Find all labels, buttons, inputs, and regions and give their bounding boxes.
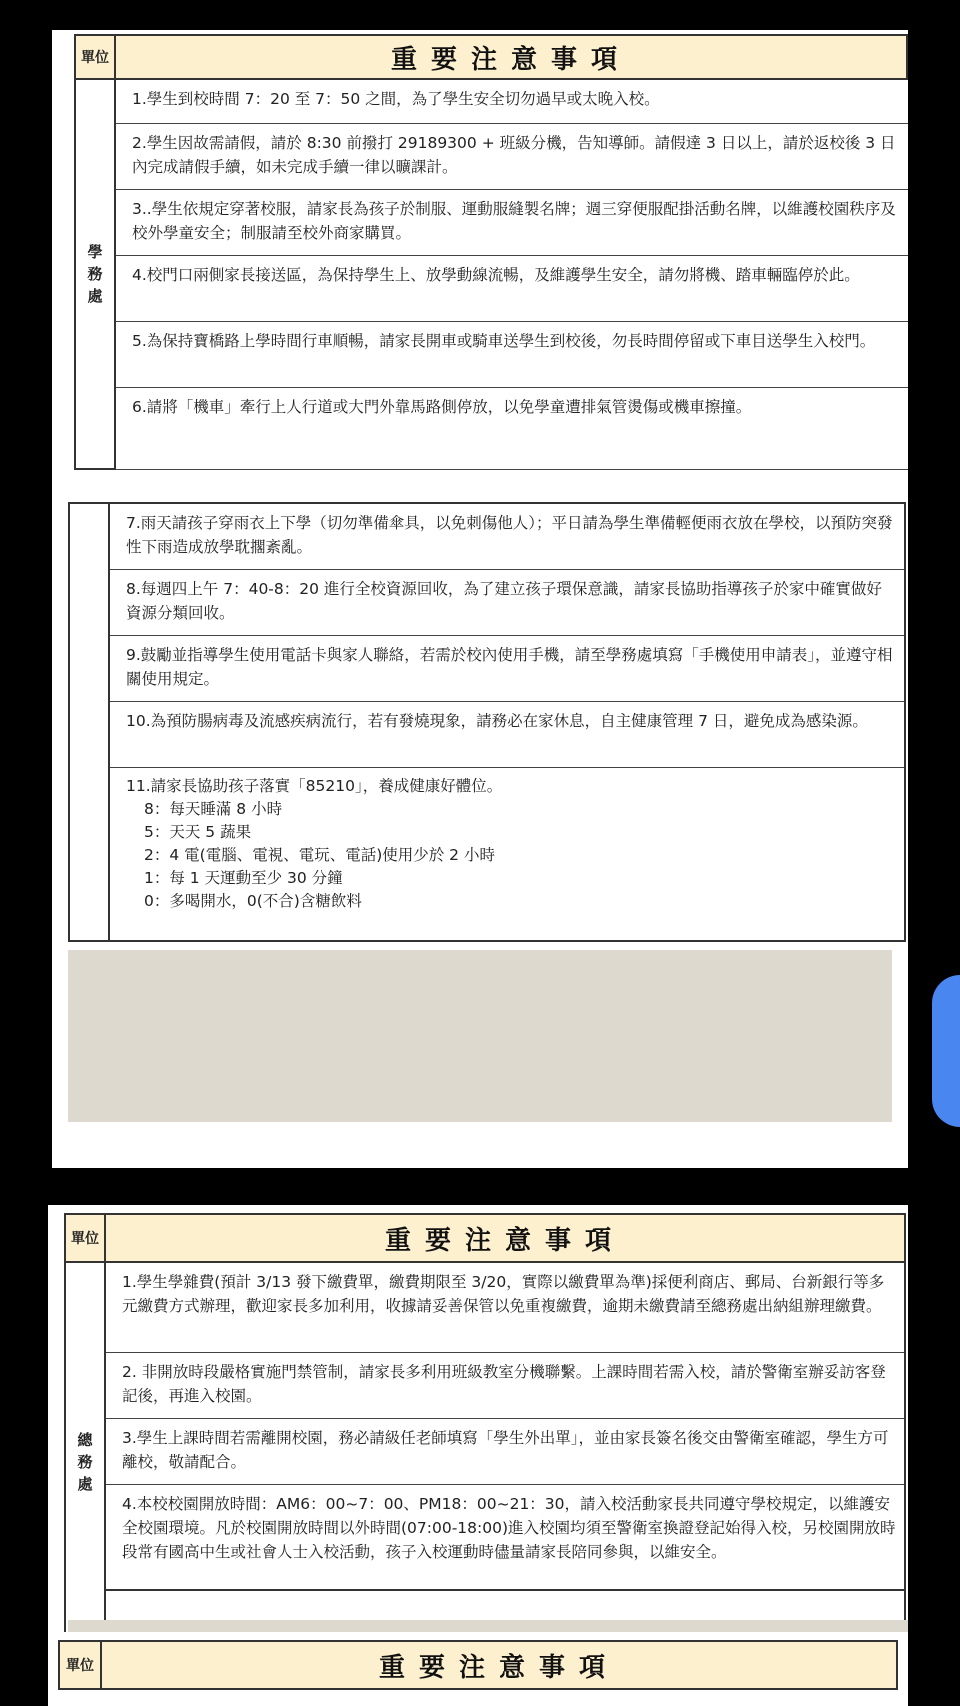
list-item: 3..學生依規定穿著校服，請家長為孩子於制服、運動服縫製名牌；週三穿便服配掛活動名牌，以維護校園秩序及校外學童安全；制服請至校外商家購買。 xyxy=(116,190,908,256)
list-item: 6.請將「機車」牽行上人行道或大門外靠馬路側停放，以免學童遭排氣管燙傷或機車擦撞。 xyxy=(116,388,908,470)
list-item: 9.鼓勵並指導學生使用電話卡與家人聯絡，若需於校內使用手機，請至學務處填寫「手機使用申請表」，並遵守相關使用規定。 xyxy=(110,636,904,702)
item11-line: 0：多喝開水，0(不合)含糖飲料 xyxy=(144,892,362,910)
list-item-85210 xyxy=(110,768,904,942)
table-title: 重要注意事項 xyxy=(116,34,908,80)
list-item: 8.每週四上午 7：40-8：20 進行全校資源回收，為了建立孩子環保意識，請家長協助指導孩子於家中確實做好資源分類回收。 xyxy=(110,570,904,636)
unit-header: 單位 xyxy=(74,34,116,80)
list-item: 3.學生上課時間若需離開校園，務必請級任老師填寫「學生外出單」，並由家長簽名後交由警衛室確認，學生方可離校，敬請配合。 xyxy=(106,1419,904,1485)
unit-column-blank xyxy=(68,502,110,942)
table-title: 重要注意事項 xyxy=(102,1640,898,1690)
list-item: 4.校門口兩側家長接送區，為保持學生上、放學動線流暢，及維護學生安全，請勿將機、踏車輛臨停於此。 xyxy=(116,256,908,322)
unit-name: 總務處 xyxy=(77,1431,93,1493)
item11-intro: 11.請家長協助孩子落實「85210」，養成健康好體位。 xyxy=(126,777,503,795)
page-1 xyxy=(52,30,908,1168)
list-item: 7.雨天請孩子穿雨衣上下學（切勿準備傘具，以免刺傷他人）；平日請為學生準備輕便雨衣放在學校，以預防突發性下雨造成放學耽擱紊亂。 xyxy=(110,504,904,570)
list-item: 2.學生因故需請假，請於 8:30 前撥打 29189300 + 班級分機，告知導師。請假達 3 日以上，請於返校後 3 日內完成請假手續，如未完成手續一律以曠課計。 xyxy=(116,124,908,190)
grey-block xyxy=(68,950,892,1122)
page-3 xyxy=(48,1632,908,1706)
unit-name: 學務處 xyxy=(87,243,103,305)
page-2 xyxy=(48,1205,908,1706)
item11-line: 5：天天 5 蔬果 xyxy=(144,823,252,841)
list-item: 1.學生到校時間 7：20 至 7：50 之間，為了學生安全切勿過早或太晚入校。 xyxy=(116,80,908,124)
unit-column-student-affairs xyxy=(74,80,116,470)
list-item: 1.學生學雜費(預計 3/13 發下繳費單，繳費期限至 3/20，實際以繳費單為準)採便利商店、郵局、台新銀行等多元繳費方式辦理，歡迎家長多加利用，收據請妥善保管以免重複繳費，逾期未繳費請至總務處出納組辦理繳費。 xyxy=(106,1263,904,1353)
side-tab-handle[interactable] xyxy=(932,975,960,1127)
section1-rows xyxy=(116,80,908,470)
unit-header: 單位 xyxy=(64,1213,106,1263)
list-item: 2. 非開放時段嚴格實施門禁管制，請家長多利用班級教室分機聯繫。上課時間若需入校，請於警衛室辦妥訪客登記後，再進入校園。 xyxy=(106,1353,904,1419)
table-title: 重要注意事項 xyxy=(106,1213,906,1263)
list-item: 4.本校校園開放時間：AM6：00~7：00、PM18：00~21：30，請入校活動家長共同遵守學校規定，以維護安全校園環境。凡於校園開放時間以外時間(07:00-18:00)進入校園均須至警衛室換證登記始得入校，另校園開放時段常有國高中生或社會人士入校活動，孩子入校運動時儘量請家長陪同參與，以維安全。 xyxy=(106,1485,904,1591)
list-item: 10.為預防腸病毒及流感疾病流行，若有發燒現象，請務必在家休息，自主健康管理 7 日，避免成為感染源。 xyxy=(110,702,904,768)
list-item: 5.為保持寶橋路上學時間行車順暢，請家長開車或騎車送學生到校後，勿長時間停留或下車目送學生入校門。 xyxy=(116,322,908,388)
item11-line: 1：每 1 天運動至少 30 分鐘 xyxy=(144,869,343,887)
unit-column-general-affairs xyxy=(64,1263,106,1661)
unit-header: 單位 xyxy=(58,1640,102,1690)
section3-rows xyxy=(106,1263,906,1661)
item11-line: 8：每天睡滿 8 小時 xyxy=(144,800,283,818)
section2-rows xyxy=(110,502,906,942)
item11-line: 2：4 電(電腦、電視、電玩、電話)使用少於 2 小時 xyxy=(144,846,495,864)
